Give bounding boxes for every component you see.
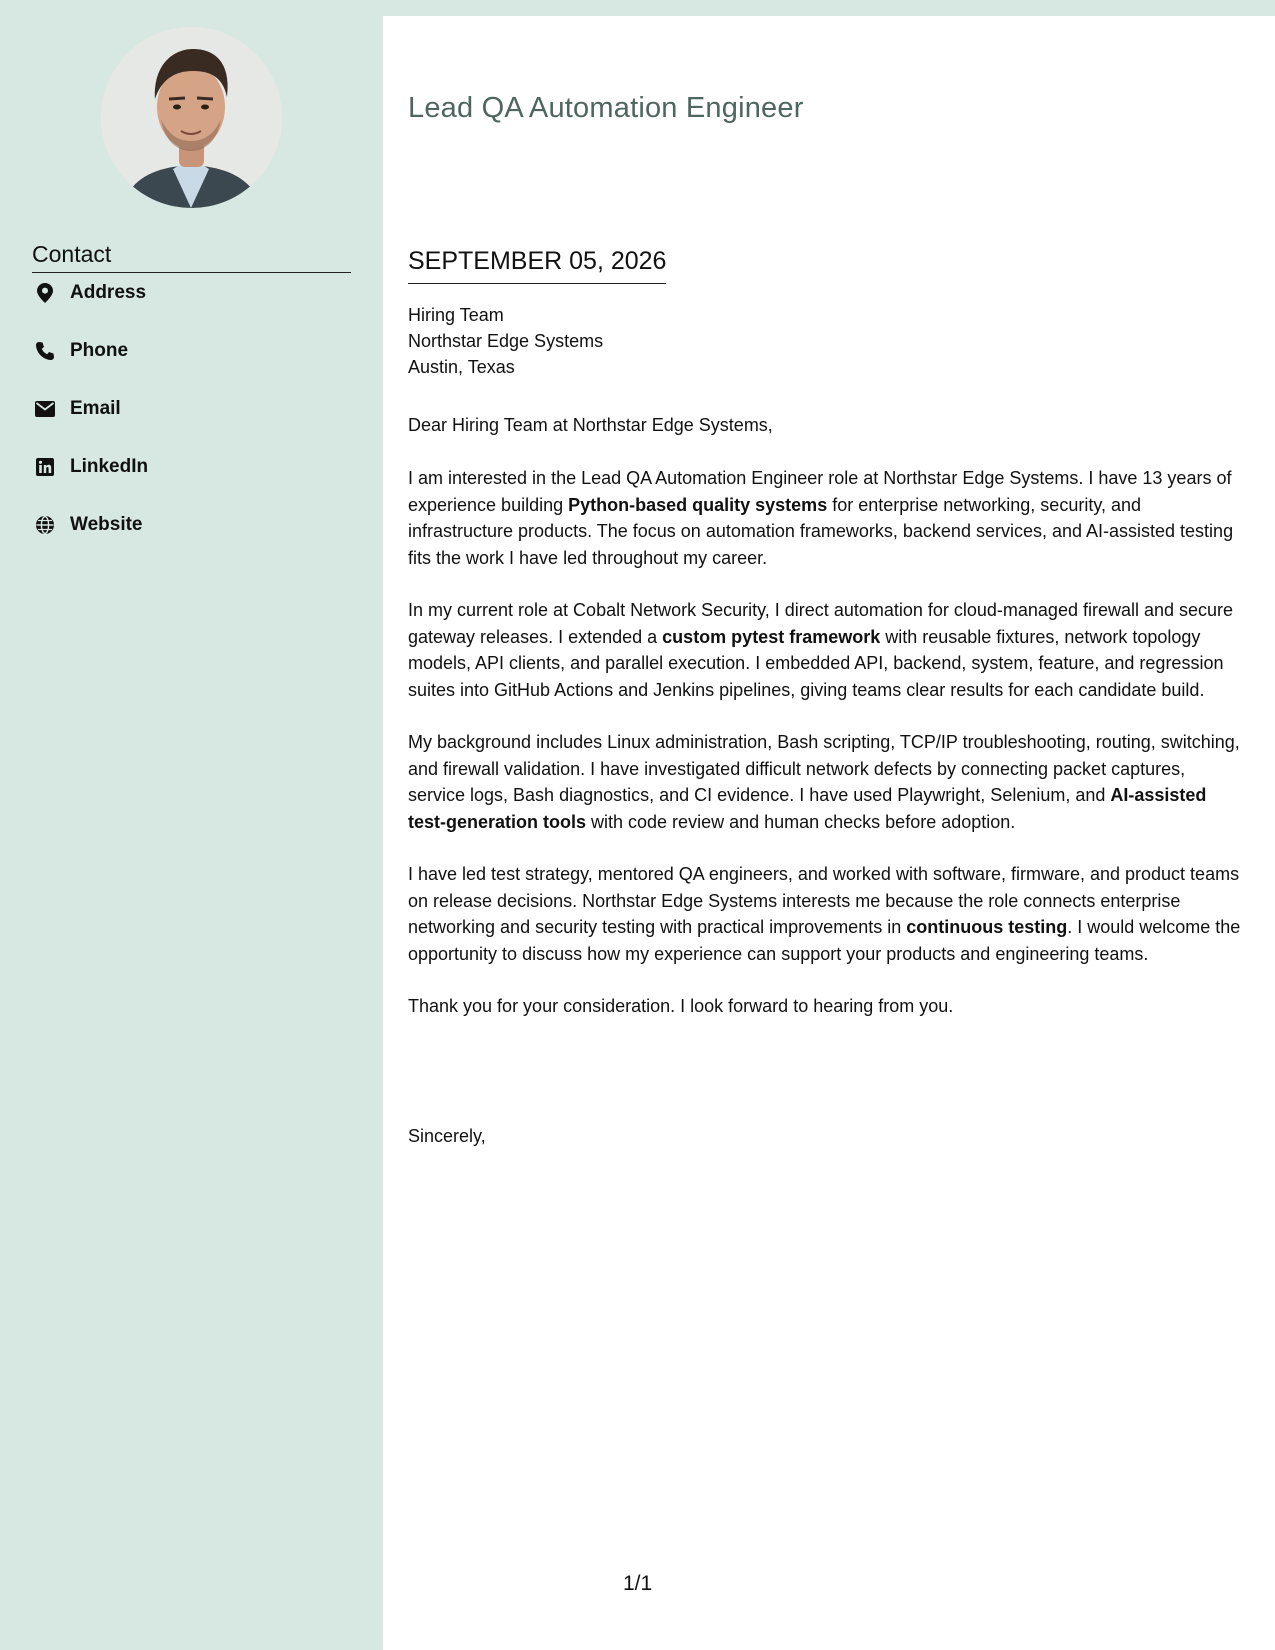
contact-item-linkedin[interactable] [32,454,351,512]
body-paragraph: My background includes Linux administration, Bash scripting, TCP/IP troubleshooting, routing, switching, and firewall validation. I have investigated difficult network defects by connecting packet captures, service logs, Bash diagnostics, and CI evidence. I have used Playwright, Selenium, and AI-assisted test-generation tools with code review and human checks before adoption. [408,732,1240,832]
map-pin-icon [32,280,58,306]
contact-label-address: Address [70,282,147,303]
recipient-line: Northstar Edge Systems [408,331,604,351]
body-paragraph: I have led test strategy, mentored QA engineers, and worked with software, firmware, and product teams on release decisions. Northstar Edge Systems interests me because the role connects enterprise networking and security testing with practical improvements in continuous testing. I would welcome the opportunity to discuss how my experience can support your products and engineering teams. [408,864,1241,964]
sidebar [0,0,383,1650]
contact-item-website[interactable] [32,512,351,570]
job-title: Lead QA Automation Engineer [408,92,804,124]
letter-date: SEPTEMBER 05, 2026 [408,244,666,284]
profile-photo [101,27,282,208]
body-paragraph: Thank you for your consideration. I look forward to hearing from you. [408,996,954,1016]
letter-body [408,465,1243,1046]
linkedin-icon [32,454,58,480]
contact-heading: Contact [32,238,351,273]
contact-label-linkedin: LinkedIn [70,456,149,477]
top-strip [383,0,1275,16]
recipient-line: Austin, Texas [408,357,515,377]
letter-page [383,16,1275,1650]
contact-label-phone: Phone [70,340,129,361]
contact-label-email: Email [70,398,121,419]
body-paragraph: In my current role at Cobalt Network Security, I direct automation for cloud-managed firewall and secure gateway releases. I extended a custom pytest framework with reusable fixtures, network topology models, API clients, and parallel execution. I embedded API, backend, system, feature, and regression suites into GitHub Actions and Jenkins pipelines, giving teams clear results for each candidate build. [408,600,1234,700]
phone-icon [32,338,58,364]
envelope-icon [32,396,58,422]
salutation: Dear Hiring Team at Northstar Edge Systems, [408,415,773,435]
recipient-block [408,302,603,380]
globe-icon [32,512,58,538]
body-paragraph: I am interested in the Lead QA Automation Engineer role at Northstar Edge Systems. I have 13 years of experience building Python-based quality systems for enterprise networking, security, and infrastructure products. The focus on automation frameworks, backend services, and AI-assisted testing fits the work I have led throughout my career. [408,468,1234,568]
recipient-line: Hiring Team [408,305,504,325]
page-number: 1/1 [623,1572,653,1595]
contact-item-email[interactable] [32,396,351,454]
closing: Sincerely, [408,1126,486,1146]
contact-item-phone[interactable] [32,338,351,396]
contact-list [32,280,351,570]
contact-item-address[interactable] [32,280,351,338]
contact-label-website: Website [70,514,143,535]
